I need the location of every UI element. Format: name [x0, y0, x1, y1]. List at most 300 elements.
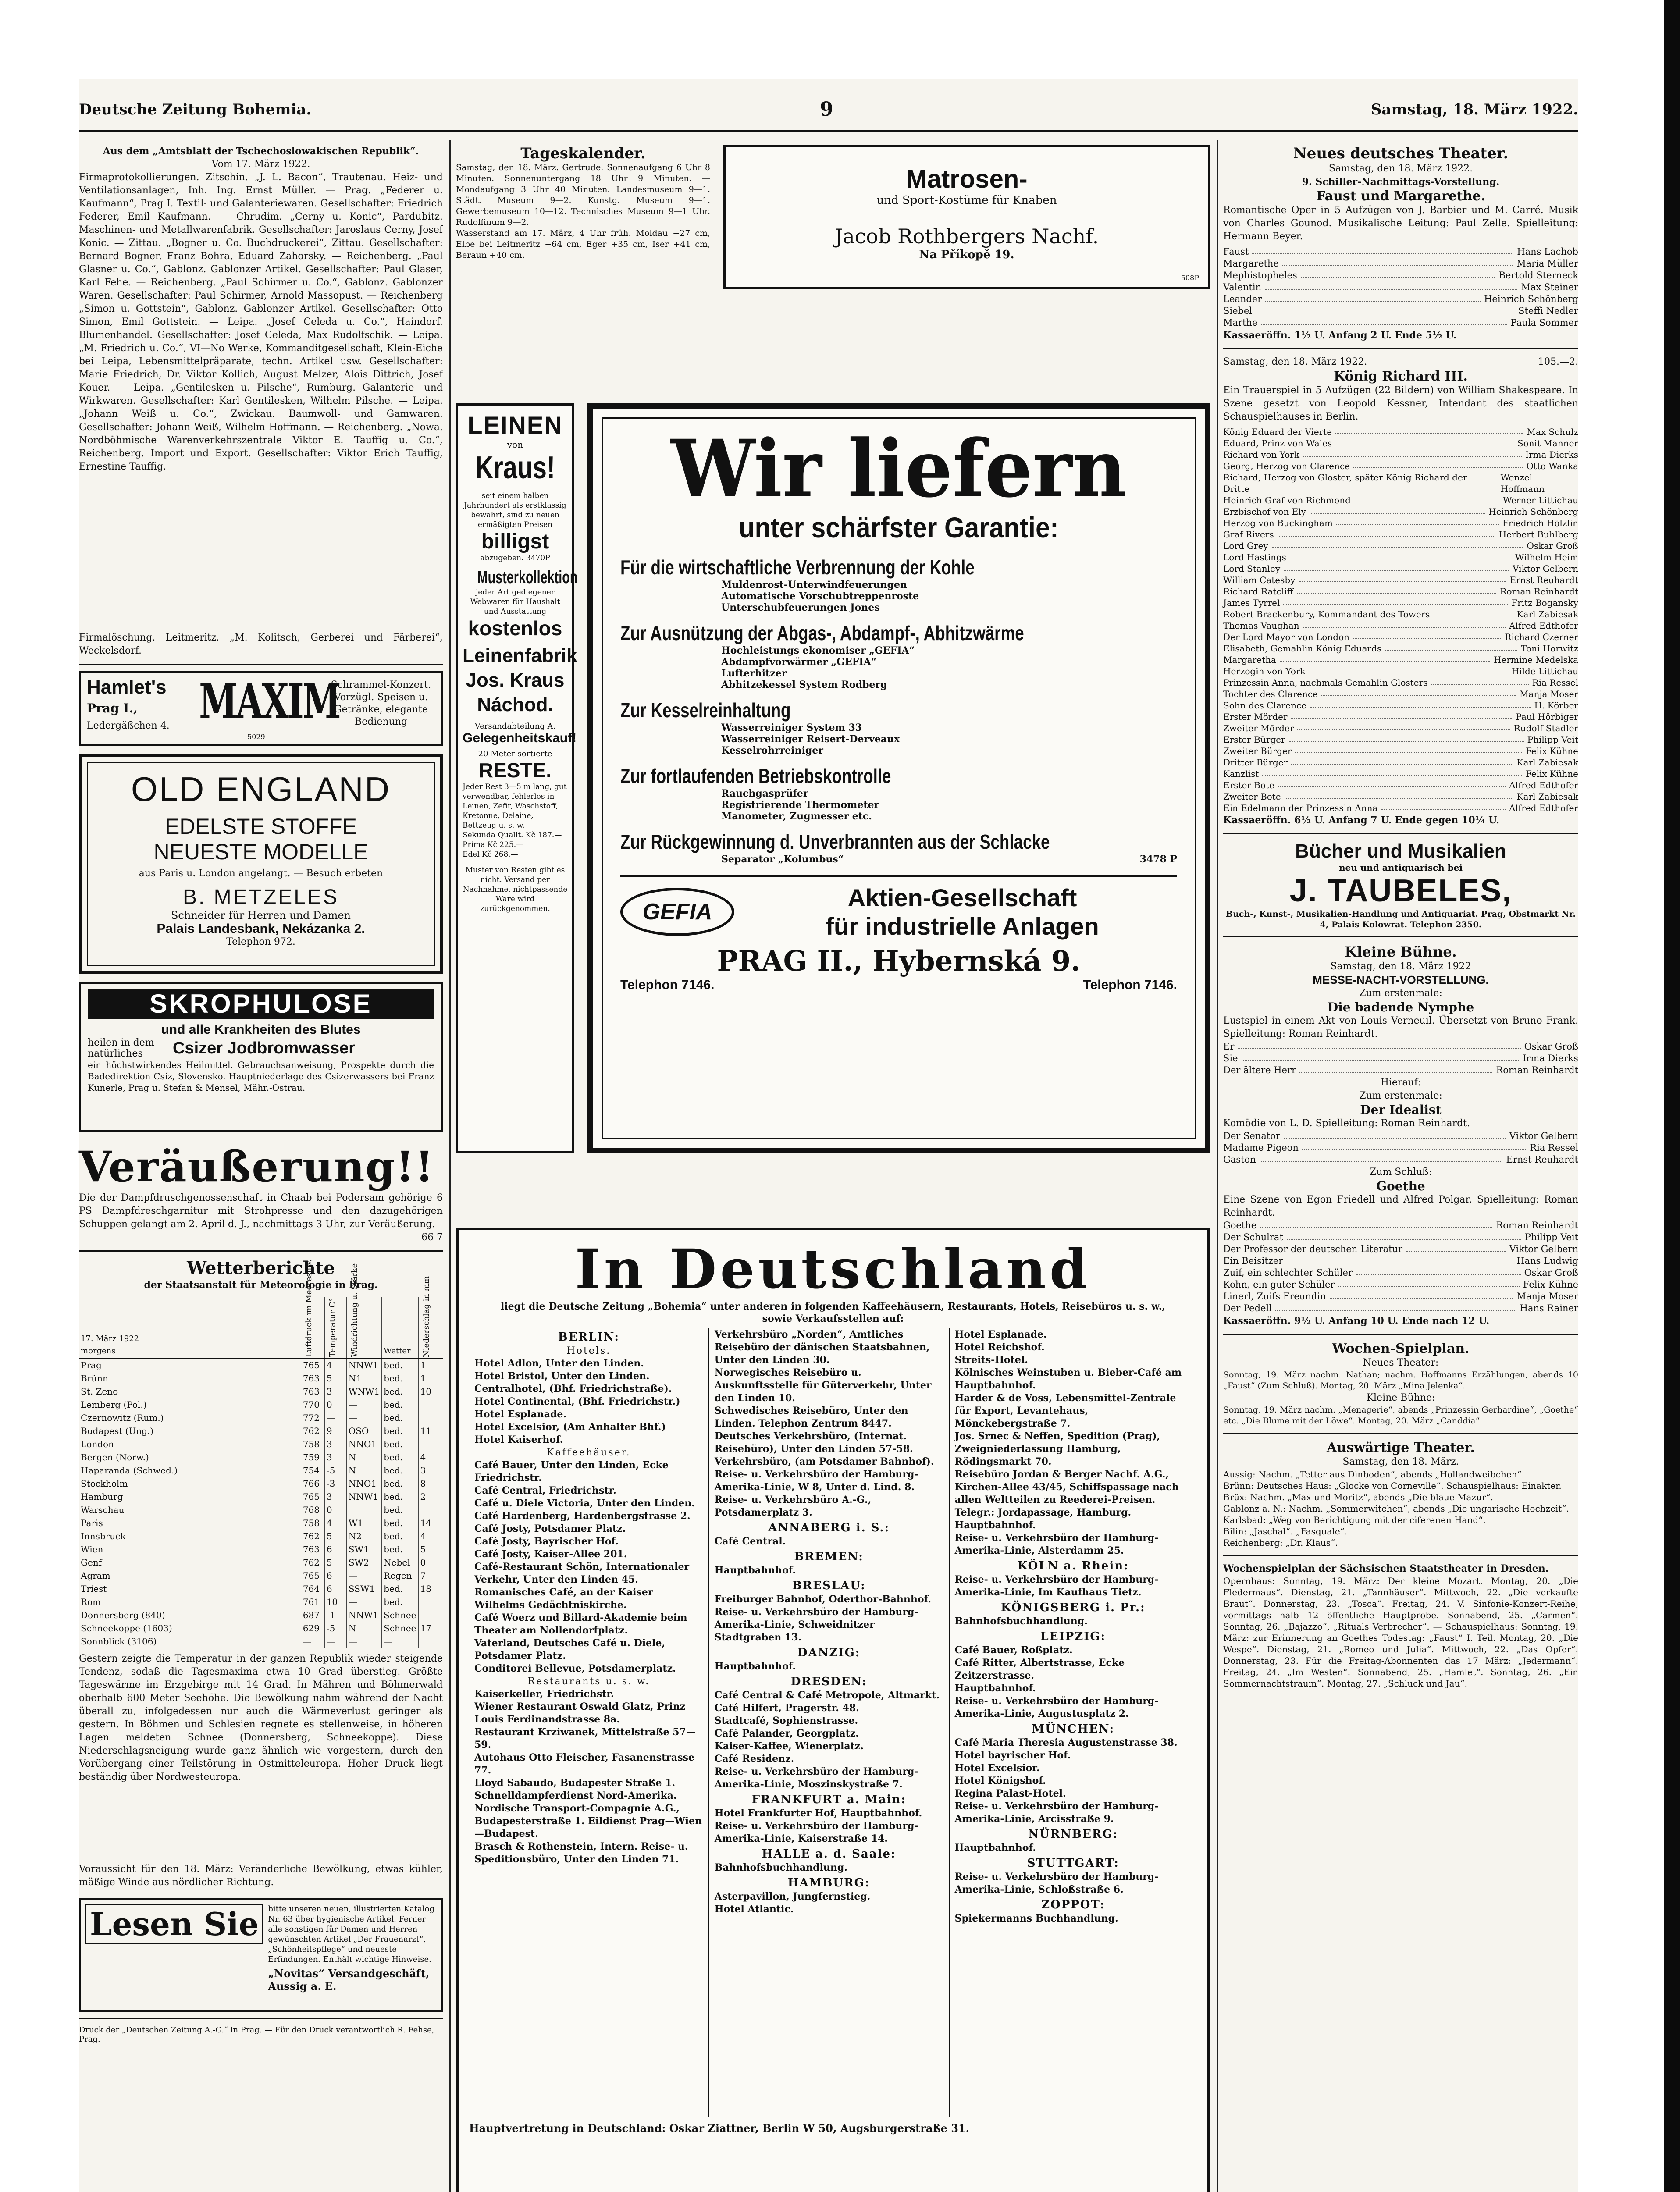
wir-liefern-item: Abdampfvorwärmer „GEFIA“ — [721, 656, 877, 668]
weather-cell: 0 — [324, 1503, 346, 1516]
kr-footer: Kassaeröffn. 6½ U. Anfang 7 U. Ende gegen 10¼ U. — [1223, 815, 1499, 826]
weather-cell: — — [324, 1411, 346, 1424]
de-item: Hotel Excelsior, (Am Anhalter Bhf.) — [474, 1421, 666, 1433]
ndt-date: Samstag, den 18. März 1922. — [1328, 163, 1473, 174]
cast-row — [1223, 563, 1578, 574]
cast-row — [1223, 574, 1578, 586]
leinen-price: Prima Kč 225.— — [463, 840, 524, 849]
cast-role: König Eduard der Vierte — [1223, 427, 1332, 437]
column-left — [79, 145, 443, 2044]
ws-kleine: Sonntag, 19. März nachm. „Menagerie“, abends „Prinzessin Gerhardine“, „Goethe“ etc. „Die Blume mit der Löwe“. Montag, 20. März „Canddia“. — [1223, 1405, 1578, 1426]
cast-role: Marthe — [1223, 317, 1258, 328]
header-page-number: 9 — [820, 98, 833, 121]
cast-role: Der Schulrat — [1223, 1232, 1283, 1242]
cast-dots — [1265, 293, 1481, 302]
divider — [79, 664, 443, 665]
weather-cell: -5 — [324, 1464, 346, 1477]
weather-cell: 17 — [420, 1623, 431, 1633]
de-item: Asterpavillon, Jungfernstieg. — [714, 1891, 871, 1902]
weather-cell: -1 — [324, 1608, 346, 1622]
de-item: Café Central. — [714, 1536, 786, 1547]
weather-cell — [346, 1503, 381, 1516]
cast-dots — [1256, 305, 1515, 313]
ad-hamlets-maxim — [79, 671, 443, 746]
cast-dots — [1335, 426, 1523, 434]
ws-title: Wochen-Spielplan. — [1332, 1341, 1470, 1356]
cast-actor: Alfred Edthofer — [1509, 780, 1578, 790]
weather-cell: 2 — [420, 1491, 426, 1502]
weather-cell: 759 — [301, 1451, 324, 1464]
cast-row — [1223, 460, 1578, 472]
old-england-line2: NEUESTE MODELLE — [153, 840, 368, 864]
wir-liefern-subtitle: unter schärfster Garantie: — [739, 511, 1059, 544]
column-right — [1223, 145, 1578, 1689]
de-item: Café Josty, Potsdamer Platz. — [474, 1523, 626, 1534]
leinen-billigst: billigst — [481, 530, 549, 553]
cast-role: Siebel — [1223, 306, 1253, 316]
weather-subtitle: der Staatsanstalt für Meteorologie in Prag. — [144, 1279, 378, 1291]
weather-cell: 763 — [301, 1385, 324, 1398]
cast-dots — [1406, 1243, 1506, 1252]
weather-cell: bed. — [382, 1543, 418, 1556]
ws-kleine-lbl: Kleine Bühne: — [1366, 1392, 1435, 1403]
de-item: Hauptbahnhof. — [954, 1519, 1036, 1531]
matrosen-name: Jacob Rothbergers Nachf. — [834, 224, 1099, 248]
wir-liefern-heading: Zur Ausnützung der Abgas-, Abdampf-, Abhitzwärme — [620, 622, 1024, 644]
de-item: Hauptbahnhof. — [954, 1842, 1036, 1854]
weather-cell: Hamburg — [79, 1490, 301, 1503]
wir-liefern-heading: Zur Kesselreinhaltung — [620, 699, 791, 722]
cast-actor: Ernst Reuhardt — [1509, 575, 1578, 585]
weather-cell: 5 — [420, 1544, 426, 1555]
weather-cell: London — [79, 1438, 301, 1451]
weather-cell: 18 — [420, 1584, 431, 1594]
weather-report — [79, 1258, 443, 1889]
kb-first: Die badende Nymphe — [1327, 1000, 1474, 1014]
weather-row — [79, 1635, 443, 1648]
de-item: Kölnisches Weinstuben u. Bieber-Café am Hauptbahnhof. — [954, 1367, 1182, 1391]
weather-cell: N2 — [346, 1530, 381, 1543]
weather-cell: 687 — [301, 1608, 324, 1622]
skrophulose-body: ein höchstwirkendes Heilmittel. Gebrauchsanweisung, Prospekte durch die Badedirektion Csíz, Slovensko. Hauptniederlage des Csizerwassers bei Franz Kunerle, Prag u. Stefan & Mensel, Mähr.-Ostrau. — [88, 1060, 434, 1093]
de-item: Reise- u. Verkehrsbüro der Hamburg-Amerika-Linie, Arcisstraße 9. — [954, 1801, 1159, 1825]
cast-role: Leander — [1223, 294, 1262, 304]
wir-liefern-item: Unterschubfeuerungen Jones — [721, 602, 880, 613]
ad-matrosen — [723, 145, 1210, 289]
weather-cell: Brünn — [79, 1372, 301, 1385]
de-city: KÖNIGSBERG i. Pr.: — [1000, 1601, 1146, 1614]
weather-col-header: Windrichtung u. Stärke — [349, 1263, 359, 1357]
cast-dots — [1282, 258, 1513, 266]
cast-actor: Viktor Gelbern — [1509, 1131, 1578, 1141]
at-line: Gablonz a. N.: Nachm. „Sommerwitchen“, abends „Die ungarische Hochzeit“. — [1223, 1503, 1569, 1514]
leinen-versand: Versandabteilung A. — [474, 722, 556, 731]
weather-col-header: Temperatur C° — [327, 1298, 337, 1357]
cast-dots — [1302, 1142, 1526, 1150]
cast-actor: Roman Reinhardt — [1496, 1065, 1578, 1075]
leinen-body2: jeder Art gediegener Webwaren für Haushalt und Ausstattung — [470, 588, 560, 616]
weather-cell: Nebel — [382, 1556, 418, 1569]
de-subheading: Hotels. — [566, 1345, 611, 1356]
weather-row — [79, 1595, 443, 1608]
leinen-title: LEINEN — [467, 411, 563, 439]
cast-row — [1223, 768, 1578, 779]
cast-row — [1223, 552, 1578, 563]
wochen-spielplan — [1223, 1341, 1578, 1427]
de-item: Restaurant Krziwanek, Mittelstraße 57—59. — [474, 1726, 696, 1751]
taubeles-sub: neu und antiquarisch bei — [1338, 862, 1463, 873]
cast-actor: Felix Kühne — [1525, 746, 1578, 756]
weather-row — [79, 1516, 443, 1530]
de-item: Café u. Diele Victoria, Unter den Linden. — [474, 1498, 695, 1509]
cast-actor: Viktor Gelbern — [1509, 1244, 1578, 1254]
cast-dots — [1295, 745, 1522, 753]
hamlets-name: Hamlet's — [87, 676, 167, 698]
cast-actor: Steffi Nedler — [1518, 306, 1578, 316]
cast-dots — [1265, 281, 1517, 290]
cast-actor: Wilhelm Heim — [1515, 552, 1578, 562]
cast-row — [1223, 745, 1578, 757]
weather-cell: Lemberg (Pol.) — [79, 1398, 301, 1411]
weather-cell: 9 — [324, 1424, 346, 1438]
weather-cell: bed. — [382, 1503, 418, 1516]
tageskalender-wasser: Wasserstand am 17. März, 4 Uhr früh. Moldau +27 cm, Elbe bei Leitmeritz +64 cm, Eger +35 cm, Iser +41 cm, Beraun +40 cm. — [456, 228, 710, 260]
de-item: Café Josty, Kaiser-Allee 201. — [474, 1548, 627, 1560]
in-deutschland-title: In Deutschland — [575, 1238, 1091, 1301]
neues-deutsches-theater — [1223, 145, 1578, 342]
weather-cell: — — [346, 1569, 381, 1582]
weather-cell — [418, 1438, 443, 1451]
weather-cell: 762 — [301, 1556, 324, 1569]
divider — [1223, 1555, 1578, 1556]
cast-row — [1223, 608, 1578, 620]
taubeles-name: J. TAUBELES, — [1289, 873, 1512, 908]
weather-cell: N — [346, 1451, 381, 1464]
cast-role: Eduard, Prinz von Wales — [1223, 438, 1332, 448]
cast-role: Sohn des Clarence — [1223, 700, 1307, 711]
de-item: Hotel Frankfurter Hof, Hauptbahnhof. — [714, 1808, 922, 1819]
de-item: Hotel Atlantic. — [714, 1904, 794, 1915]
at-title: Auswärtige Theater. — [1327, 1440, 1475, 1455]
weather-row — [79, 1503, 443, 1516]
de-item: Café Bauer, Unter den Linden, Ecke Friedrichstr. — [474, 1459, 669, 1484]
weather-cell: 765 — [301, 1490, 324, 1503]
veraeusserung-title: Veräußerung!! — [79, 1142, 434, 1192]
dresden-spielplan — [1223, 1562, 1578, 1689]
cast-dots — [1310, 506, 1485, 514]
weather-row — [79, 1451, 443, 1464]
divider — [1223, 348, 1578, 349]
cast-row — [1223, 586, 1578, 597]
weather-cell: SW2 — [346, 1556, 381, 1569]
kb-desc2: Komödie von L. D. Spielleitung: Roman Reinhardt. — [1223, 1118, 1470, 1129]
at-line: Reichenberg: „Dr. Klaus“. — [1223, 1537, 1338, 1548]
weather-col-header: Luftdruck im Meeresniv. — [304, 1259, 313, 1357]
de-item: Wiener Restaurant Oswald Glatz, Prinz Louis Ferdinandstrasse 8a. — [474, 1701, 686, 1725]
cast-role: Lord Hastings — [1223, 552, 1287, 562]
weather-row — [79, 1477, 443, 1490]
skrophulose-title: SKROPHULOSE — [88, 989, 434, 1019]
cast-role: Valentin — [1223, 282, 1262, 292]
leinen-body1: seit einem halben Jahrhundert als erstklassig bewährt, sind zu neuen ermäßigten Preisen — [464, 491, 566, 529]
wir-liefern-heading: Zur Rückgewinnung d. Unverbrannten aus der Schlacke — [620, 830, 1050, 853]
cast-row — [1223, 506, 1578, 517]
at-line: Karlsbad: „Weg von Berichtigung mit der ciferenen Hand“. — [1223, 1515, 1486, 1525]
cast-dots — [1338, 1279, 1520, 1287]
weather-cell: bed. — [382, 1582, 418, 1595]
ndt-title: Neues deutsches Theater. — [1293, 145, 1509, 162]
kb-cast1 — [1223, 1041, 1578, 1076]
cast-dots — [1290, 552, 1512, 559]
cast-row — [1223, 779, 1578, 791]
de-item: Reise- u. Verkehrsbüro der Hamburg-Amerika-Linie, Augustusplatz 2. — [954, 1695, 1159, 1719]
tageskalender-title: Tageskalender. — [520, 145, 646, 162]
de-item: Hotel Continental, (Bhf. Friedrichstr.) — [474, 1396, 680, 1407]
weather-cell: St. Zeno — [79, 1385, 301, 1398]
header-masthead: Deutsche Zeitung Bohemia. — [79, 101, 312, 118]
de-item: Café Maria Theresia Augustenstrasse 38. — [954, 1737, 1178, 1748]
cast-row — [1223, 1041, 1578, 1053]
cast-actor: Heinrich Schönberg — [1488, 506, 1578, 517]
cast-row — [1223, 1302, 1578, 1314]
weather-cell: 4 — [420, 1531, 426, 1541]
cast-role: Thomas Vaughan — [1223, 620, 1299, 631]
cast-dots — [1297, 722, 1510, 730]
cast-role: Dritter Bürger — [1223, 757, 1288, 768]
cast-actor: Hans Lachob — [1517, 246, 1578, 257]
wir-liefern-item: Lufterhitzer — [721, 668, 787, 679]
cast-dots — [1354, 495, 1499, 502]
de-item: Café Hardenberg, Hardenbergstrasse 2. — [474, 1510, 691, 1522]
weather-cell: bed. — [382, 1398, 418, 1411]
cast-role: Richard, Herzog von Gloster, später König Richard der Dritte — [1223, 472, 1467, 494]
cast-role: James Tyrrel — [1223, 598, 1280, 608]
weather-cell: NNO1 — [346, 1438, 381, 1451]
wir-liefern-item: Registrierende Thermometer — [721, 799, 879, 811]
de-item: Café Central, Friedrichstr. — [474, 1485, 616, 1496]
weather-cell: bed. — [382, 1411, 418, 1424]
weather-cell: 3 — [324, 1451, 346, 1464]
cast-row — [1223, 620, 1578, 631]
ndt-sub: 9. Schiller-Nachmittags-Vorstellung. — [1302, 176, 1500, 188]
cast-dots — [1385, 643, 1517, 651]
gefia-phone: Telephon 7146. — [620, 978, 715, 992]
cast-actor: Hermine Medelska — [1494, 655, 1578, 665]
cast-dots — [1336, 517, 1499, 525]
old-england-name: B. METZELES — [182, 886, 339, 909]
weather-row — [79, 1438, 443, 1451]
weather-cell: 758 — [301, 1438, 324, 1451]
old-england-title: OLD ENGLAND — [131, 770, 391, 808]
leinen-brand: Kraus! — [475, 450, 555, 485]
de-item: Hauptbahnhof. — [714, 1565, 796, 1576]
cast-role: Lord Grey — [1223, 541, 1268, 551]
cast-role: Goethe — [1223, 1220, 1257, 1231]
weather-cell: bed. — [382, 1358, 418, 1372]
cast-role: Elisabeth, Gemahlin König Eduards — [1223, 643, 1382, 654]
divider — [1223, 1433, 1578, 1434]
de-subheading: Kaffeehäuser. — [547, 1447, 631, 1458]
cast-dots — [1303, 449, 1522, 457]
at-line: Brünn: Deutsches Haus: „Glocke von Corneville“. Schauspielhaus: Einakter. — [1223, 1480, 1562, 1491]
weather-row — [79, 1622, 443, 1635]
skrophulose-line2: heilen in dem natürliches — [88, 1037, 154, 1059]
in-deutschland-intro: liegt die Deutsche Zeitung „Bohemia“ unter anderen in folgenden Kaffeehäusern, Restaurants, Hotels, Reisebüros u. s. w., sowie Verkaufsstellen auf: — [500, 1301, 1166, 1324]
cast-dots — [1280, 654, 1490, 662]
cast-actor: Friedrich Hölzlin — [1502, 518, 1578, 528]
weather-cell — [418, 1503, 443, 1516]
cast-row — [1223, 711, 1578, 722]
ad-old-england — [79, 754, 443, 974]
weather-title: Wetterberichte — [187, 1258, 335, 1278]
lesen-sie-body: bitte unseren neuen, illustrierten Katalog Nr. 63 über hygienische Artikel. Ferner alle sonstigen für Damen und Herren gewünschten Artikel „Der Frauenarzt“, „Schönheitspflege“ und neueste Erfindungen. Enthält wichtige Hinweise. — [268, 1904, 435, 1964]
cast-row — [1223, 1231, 1578, 1243]
de-item: Norwegisches Reisebüro u. Auskunftsstelle für Güterverkehr, Unter den Linden 10. — [714, 1367, 932, 1404]
cast-row — [1223, 1243, 1578, 1255]
weather-cell: 4 — [324, 1516, 346, 1530]
cast-actor: Maria Müller — [1516, 258, 1578, 269]
kb-date: Samstag, den 18. März 1922 — [1330, 961, 1471, 972]
cast-actor: Felix Kühne — [1525, 769, 1578, 779]
divider — [1223, 936, 1578, 937]
de-item: Freiburger Bahnhof, Oderthor-Bahnhof. — [714, 1594, 931, 1605]
weather-row — [79, 1569, 443, 1582]
weather-cell: WNW1 — [346, 1385, 381, 1398]
cast-dots — [1284, 563, 1509, 571]
tageskalender-body: Samstag, den 18. März. Gertrude. Sonnenaufgang 6 Uhr 8 Minuten. Sonnenuntergang 18 Uhr 9 Minuten. — Mondaufgang 3 Uhr 40 Minuten. Landesmuseum 9—1. Städt. Museum 9—2. Kunstg. Museum 9—1. Gewerbemuseum 10—12. Technisches Museum 9—1 Uhr. Rudolfinum 9—2. — [456, 163, 710, 227]
de-item: Deutsches Verkehrsbüro, (Internat. Reisebüro), Unter den Linden 57-58. — [714, 1430, 913, 1455]
de-item: Café-Restaurant Schön, Internationaler Verkehr, Unter den Linden 45. — [474, 1561, 690, 1585]
de-item: Reise- u. Verkehrsbüro der Hamburg-Amerika-Linie, Schweidnitzer Stadtgraben 13. — [714, 1606, 918, 1643]
cast-dots — [1330, 1291, 1513, 1299]
divider — [1223, 1334, 1578, 1335]
cast-actor: Rudolf Stadler — [1513, 723, 1578, 733]
tageskalender — [456, 145, 710, 261]
weather-cell: bed. — [382, 1477, 418, 1490]
cast-row — [1223, 472, 1578, 495]
cast-role: Lord Stanley — [1223, 563, 1281, 574]
ad-lesen-sie — [79, 1898, 443, 2012]
cast-dots — [1301, 270, 1495, 278]
in-deutschland-box — [456, 1228, 1210, 2192]
weather-text: Gestern zeigte die Temperatur in der ganzen Republik wieder steigende Tendenz, sodaß die Tagesmaxima etwa 10 Grad überstieg. Größte Tageswärme im Erzgebirge mit 14 Grad. In Mähren und Böhmerwald oberhalb 600 Meter Seehöhe. Die Bewölkung nahm während der Nacht überall zu, infolgedessen nur auch die Wärmeverlust geringer als gestern. In Böhmen und Schlesien regnete es stellenweise, in höheren Lagen meldeten Schnee (Donnersberg, Schneekoppe). Diese Niederschlagsneigung wurde ganz ähnlich wie vorgestern, durch den Vorübergang einer Teilstörung in Ostmitteleuropa. Hoher Druck liegt beständig über Nordwesteuropa. — [79, 1653, 443, 1783]
weather-cell: 5 — [324, 1372, 346, 1385]
weather-cell: 766 — [301, 1477, 324, 1490]
weather-cell: Schnee — [382, 1622, 418, 1635]
weather-cell: 4 — [324, 1358, 346, 1372]
cast-actor: Richard Czerner — [1505, 632, 1578, 642]
kb-desc3: Eine Szene von Egon Friedell und Alfred Polgar. Spielleitung: Roman Reinhardt. — [1223, 1194, 1578, 1218]
de-item: Centralhotel, (Bhf. Friedrichstraße). — [474, 1383, 672, 1395]
cast-actor: Philipp Veit — [1524, 1232, 1578, 1242]
cast-role: Madame Pigeon — [1223, 1142, 1299, 1153]
de-item: Hotel Kaiserhof. — [474, 1434, 563, 1445]
ad-taubeles — [1223, 840, 1578, 930]
de-item: Reise- u. Verkehrsbüro der Hamburg-Amerika-Linie, Im Kaufhaus Tietz. — [954, 1574, 1159, 1598]
wir-liefern-item: Muldenrost-Unterwindfeuerungen — [721, 579, 908, 591]
cast-role: Der Lord Mayor von London — [1223, 632, 1349, 642]
weather-cell: 3 — [324, 1438, 346, 1451]
cast-row — [1223, 305, 1578, 317]
cast-role: Zweiter Bürger — [1223, 746, 1292, 756]
maxim-logo: MAXIM — [199, 673, 340, 729]
weather-cell: — — [346, 1398, 381, 1411]
weather-cell: bed. — [382, 1385, 418, 1398]
in-deutschland-col — [950, 1328, 1197, 2117]
cast-dots — [1431, 677, 1528, 685]
cast-dots — [1287, 1231, 1521, 1240]
old-england-line1: EDELSTE STOFFE — [164, 814, 357, 839]
gefia-phone: Telephon 7146. — [1083, 978, 1177, 992]
weather-cell: Wien — [79, 1543, 301, 1556]
weather-row — [79, 1358, 443, 1372]
de-item: Kaiser-Kaffee, Wienerplatz. — [714, 1740, 864, 1752]
leinen-code1: abzugeben. 3470P — [480, 554, 550, 562]
printer-footer: Druck der „Deutschen Zeitung A.-G.“ in Prag. — Für den Druck verantwortlich R. Fehse, Prag. — [79, 2025, 434, 2044]
cast-row — [1223, 1255, 1578, 1267]
de-item: Nordische Transport-Compagnie A.G., Budapesterstraße 1. Eildienst Prag—Wien—Budapest. — [474, 1803, 702, 1840]
wir-liefern-item: Separator „Kolumbus“ — [721, 854, 844, 865]
weather-cell — [418, 1635, 443, 1648]
de-item: Romanisches Café, an der Kaiser Wilhelms Gedächtniskirche. — [474, 1587, 653, 1611]
matrosen-addr: Na Příkopě 19. — [919, 248, 1014, 261]
cast-role: Robert Brackenbury, Kommandant des Towers — [1223, 609, 1430, 619]
weather-cell: 8 — [420, 1478, 426, 1489]
de-city: HAMBURG: — [787, 1876, 870, 1890]
cast-row — [1223, 631, 1578, 643]
de-city: BRESLAU: — [792, 1579, 866, 1592]
de-item: Reise- u. Verkehrsbüro der Hamburg-Amerika-Linie, W 8, Unter d. Lind. 8. — [714, 1469, 918, 1493]
de-item: Hotel bayrischer Hof. — [954, 1750, 1071, 1761]
wir-liefern-item: Abhitzekessel System Rodberg — [721, 679, 887, 690]
wir-liefern-item: Wasserreiniger System 33 — [721, 722, 862, 733]
cast-dots — [1252, 246, 1513, 254]
cast-role: Erster Bote — [1223, 780, 1274, 790]
kr-desc: Ein Trauerspiel in 5 Aufzügen (22 Bildern) von William Shakespeare. In Szene gesetzt von Leopold Kessner, Intendant des staatlichen Schauspielhauses in Berlin. — [1223, 385, 1578, 422]
cast-actor: Roman Reinhardt — [1496, 1220, 1578, 1231]
weather-cell: 6 — [324, 1582, 346, 1595]
skrophulose-line1: und alle Krankheiten des Blutes — [161, 1022, 361, 1037]
weather-cell: bed. — [382, 1530, 418, 1543]
cast-dots — [1303, 620, 1506, 628]
weather-cell: N1 — [346, 1372, 381, 1385]
cast-role: Kanzlist — [1223, 769, 1259, 779]
divider — [79, 1250, 443, 1252]
cast-row — [1223, 270, 1578, 281]
cast-role: Prinzessin Anna, nachmals Gemahlin Glosters — [1223, 677, 1428, 688]
kr-date: Samstag, den 18. März 1922. — [1223, 356, 1367, 367]
leinen-price: Sekunda Qualit. Kč 187.— — [463, 831, 562, 840]
cast-dots — [1291, 711, 1513, 719]
leinen-kostenlos: kostenlos — [468, 617, 562, 640]
weather-cell: 768 — [301, 1503, 324, 1516]
in-deutschland-col — [709, 1328, 950, 2117]
cast-actor: Paula Sommer — [1510, 317, 1578, 328]
ad-code: 5029 — [247, 733, 265, 741]
cast-row — [1223, 540, 1578, 552]
de-item: Schwedisches Reisebüro, Unter den Linden. Telephon Zentrum 8447. — [714, 1405, 908, 1429]
weather-cell: Paris — [79, 1516, 301, 1530]
weather-cell: bed. — [382, 1490, 418, 1503]
cast-actor: H. Körber — [1534, 700, 1578, 711]
weather-cell: -5 — [324, 1622, 346, 1635]
in-deutschland-footer: Hauptvertretung in Deutschland: Oskar Ziattner, Berlin W 50, Augsburgerstraße 31. — [469, 2122, 970, 2135]
cast-actor: Paul Hörbiger — [1516, 712, 1578, 722]
cast-role: Linerl, Zuifs Freundin — [1223, 1291, 1326, 1302]
cast-role: Zuif, ein schlechter Schüler — [1223, 1267, 1353, 1278]
old-england-line3: aus Paris u. London angelangt. — Besuch erbeten — [139, 868, 383, 879]
de-city: MÜNCHEN: — [1032, 1722, 1115, 1736]
